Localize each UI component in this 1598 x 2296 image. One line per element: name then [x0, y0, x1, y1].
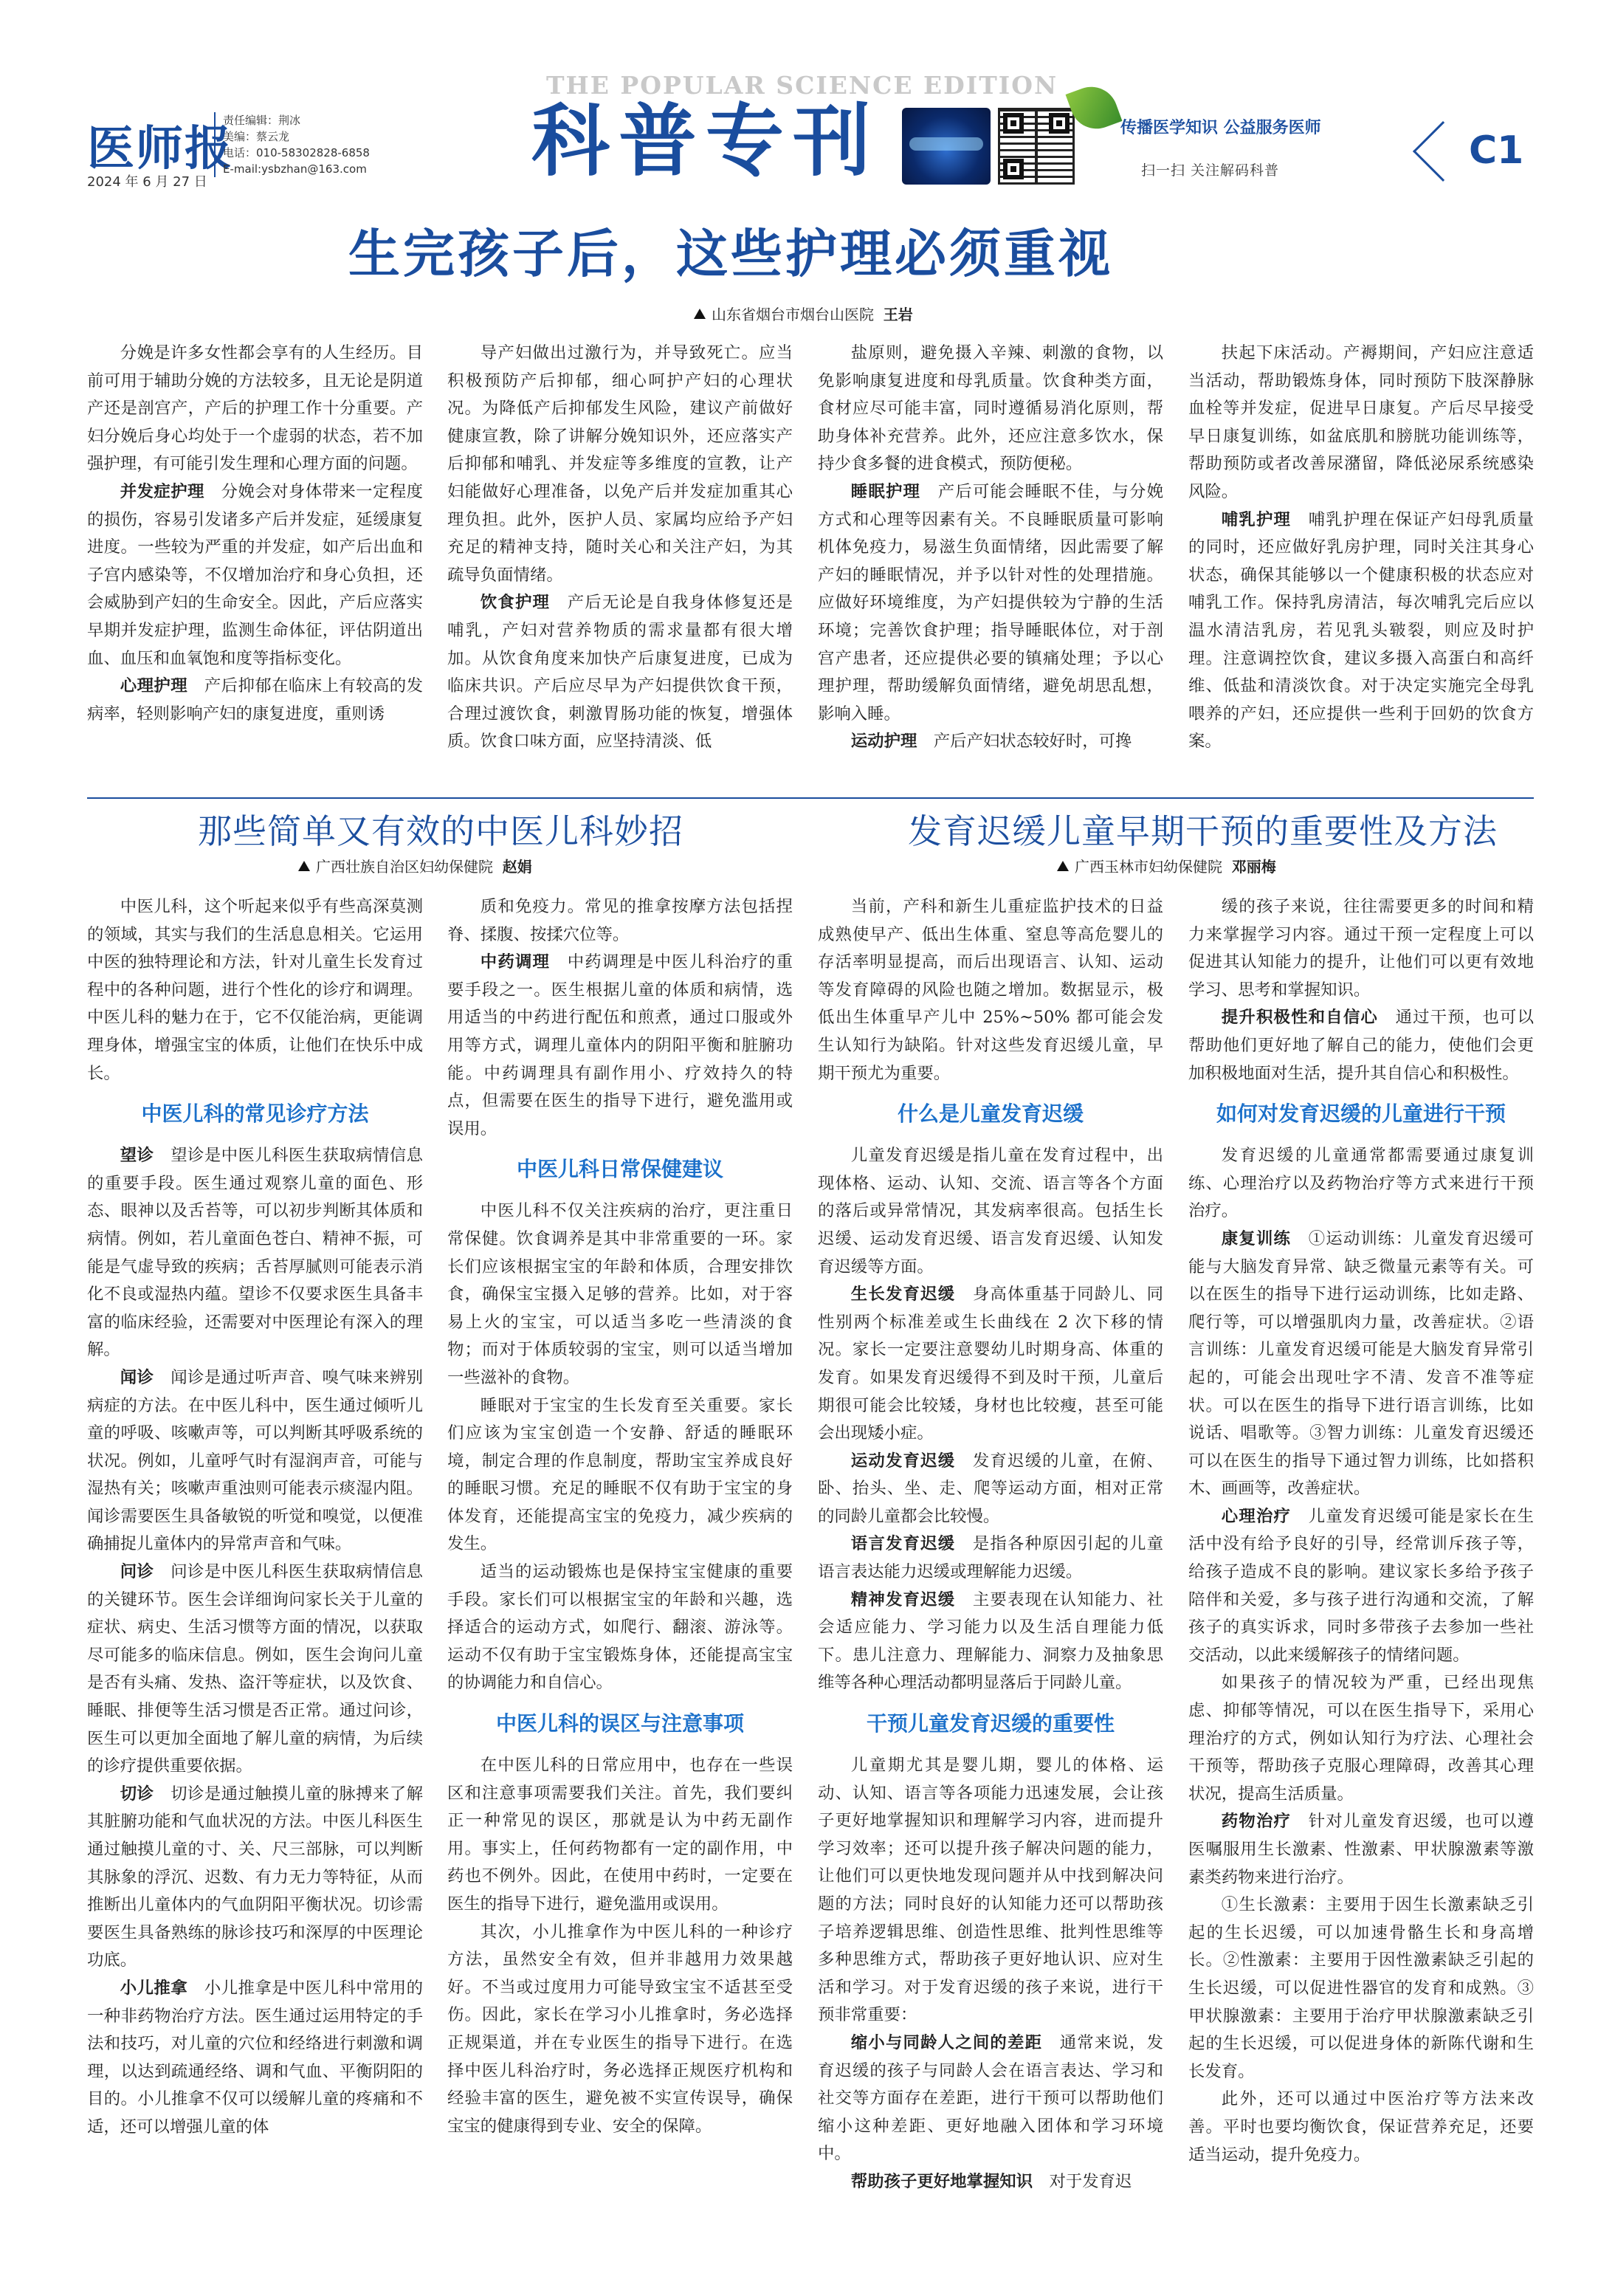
- qr-code-icon: [998, 108, 1075, 185]
- qr-finder-icon: [1003, 113, 1024, 134]
- english-edition-title: THE POPULAR SCIENCE EDITION: [546, 71, 1058, 100]
- paragraph-lead: 切诊: [120, 1784, 154, 1804]
- email-line: E-mail:ysbzhan@163.com: [223, 162, 367, 176]
- paragraph-text: 切诊是通过触摸儿童的脉搏来了解其脏腑功能和气血状况的方法。中医儿科医生通过触摸儿童的寸、关、尺三部脉，可以判断其脉象的浮沉、迟数、有力无力等特征，从而推断出儿童体内的气血阴阳平衡状况。切诊需要医生具备熟练的脉诊技巧和深厚的中医理论功底。: [87, 1784, 423, 1970]
- paragraph: [818, 478, 1163, 728]
- paragraph-lead: 问诊: [120, 1562, 154, 1582]
- article1-column-2: [447, 340, 793, 790]
- section-heading: 中医儿科的常见诊疗方法: [141, 1101, 369, 1127]
- paragraph: [818, 1530, 1163, 1586]
- paragraph-lead: 望诊: [120, 1146, 154, 1166]
- paragraph: [818, 728, 1163, 756]
- paragraph: [87, 1558, 423, 1781]
- paragraph-text: 儿童期尤其是婴儿期，婴儿的体格、运动、认知、语言等各项能力迅速发展，会让孩子更好地掌握知识和理解学习内容，进而提升学习效率；还可以提升孩子解决问题的能力，让他们可以更快地发现问题并从中找到解决问题的方法；同时良好的认知能力还可以帮助孩子培养逻辑思维、创造性思维、批判性思维等多种思维方式，帮助孩子更好地认识、应对生活和学习。对于发育迟缓的孩子来说，进行干预非常重要：: [818, 1756, 1163, 2025]
- article2-column-2: [447, 893, 793, 2244]
- paragraph: [447, 340, 793, 589]
- paragraph: [447, 1558, 793, 1697]
- paragraph: [818, 340, 1163, 478]
- paragraph: [1188, 893, 1534, 1004]
- byline-author: 王岩: [883, 306, 913, 323]
- article1-column-4: [1188, 340, 1534, 790]
- page-number: C1: [1469, 128, 1524, 173]
- article3-column-1: [818, 893, 1163, 2244]
- section-heading: 中医儿科的误区与注意事项: [495, 1711, 744, 1736]
- paragraph-text: 哺乳护理在保证产妇母乳质量的同时，还应做好乳房护理，同时关注其身心状态，确保其能够以一个健康积极的状态应对哺乳工作。保持乳房清洁，每次哺乳完后应以温水清洁乳房，若见乳头皲裂，则应及时护理。注意调控饮食，建议多摄入高蛋白和高纤维、低盐和清淡饮食。对于决定实施完全母乳喂养的产妇，还应提供一些利于回奶的饮食方案。: [1188, 509, 1534, 752]
- paragraph-text: 如果孩子的情况较为严重，已经出现焦虑、抑郁等情况，可以在医生指导下，采用心理治疗的方式，例如认知行为疗法、心理社会干预等，帮助孩子克服心理障碍，改善其心理状况，提高生活质量。: [1188, 1673, 1534, 1804]
- paragraph: [818, 2029, 1163, 2168]
- paragraph: [87, 478, 423, 673]
- paragraph-text: 分娩会对身体带来一定程度的损伤，容易引发诸多产后并发症，延缓康复进度。一些较为严重的并发症，如产后出血和子宫内感染等，不仅增加治疗和身心负担，还会威胁到产妇的生命安全。因此，产后应落实早期并发症护理，监测生命体征，评估阴道出血、血压和血氧饱和度等指标变化。: [87, 481, 423, 668]
- phone-line: 电话：010-58302828-6858: [223, 146, 370, 159]
- promo-image: [902, 108, 991, 185]
- paragraph-lead: 语言发育迟缓: [850, 1534, 956, 1554]
- article3-column-2: [1188, 893, 1534, 2244]
- paragraph: [818, 1142, 1163, 1281]
- paragraph: [447, 1752, 793, 1919]
- paragraph-lead: 提升积极性和自信心: [1221, 1008, 1378, 1028]
- paragraph: [447, 1392, 793, 1559]
- paragraph-lead: 生长发育迟缓: [850, 1285, 956, 1305]
- section-heading: 如何对发育迟缓的儿童进行干预: [1216, 1101, 1506, 1127]
- article1-column-3: [818, 340, 1163, 790]
- qr-finder-icon: [1049, 113, 1070, 134]
- byline-org: 广西壮族自治区妇幼保健院: [316, 858, 493, 876]
- section-divider: [87, 797, 1534, 799]
- paragraph: [447, 1197, 793, 1392]
- paragraph: [447, 949, 793, 1143]
- art-editor-line: 美编：蔡云龙: [223, 130, 290, 143]
- byline-org: 山东省烟台市烟台山医院: [712, 306, 874, 323]
- paragraph: [818, 2168, 1163, 2196]
- article3-byline: [1057, 855, 1276, 876]
- paragraph-text: 主要表现在认知能力、社会适应能力、学习能力以及生活自理能力低下。患儿注意力、理解能力、洞察力及抽象思维等各种心理活动都明显落后于同龄儿童。: [818, 1589, 1163, 1693]
- paragraph-text: 儿童发育迟缓可能是家长在生活中没有给予良好的引导，经常训斥孩子等，给孩子造成不良的影响。建议家长多给予孩子陪伴和关爱，多与孩子进行沟通和交流，了解孩子的真实诉求，同时多带孩子去参加一些社交活动，以此来缓解孩子的情绪问题。: [1188, 1506, 1534, 1665]
- paragraph-lead: 帮助孩子更好地掌握知识: [850, 2171, 1033, 2191]
- paragraph: [87, 673, 423, 728]
- paragraph: [1188, 340, 1534, 506]
- paragraph-lead: 并发症护理: [120, 481, 204, 501]
- paragraph-text: 针对儿童发育迟缓，也可以遵医嘱服用生长激素、性激素、甲状腺激素等激素类药物来进行治疗。: [1188, 1812, 1534, 1887]
- newspaper-logo: 医师报: [87, 122, 233, 176]
- editor-line: 责任编辑：荆冰: [223, 114, 301, 127]
- paragraph-text: 盐原则，避免摄入辛辣、刺激的食物，以免影响康复进度和母乳质量。饮食种类方面，食材应尽可能丰富，同时遵循易消化原则，帮助身体补充营养。此外，还应注意多饮水，保持少食多餐的进食模式，预防便秘。: [818, 343, 1163, 474]
- paragraph: [1188, 1891, 1534, 2086]
- byline-author: 邓丽梅: [1231, 858, 1276, 876]
- paragraph-text: 身高体重基于同龄儿、同性别两个标准差或生长曲线在 2 次下移的情况。家长一定要注意婴幼儿时期身高、体重的发育。如果发育迟缓得不到及时干预，儿童后期很可能会比较矮，身材也比较瘦，甚至可能会出现矮小症。: [818, 1285, 1163, 1443]
- paragraph-text: 此外，还可以通过中医治疗等方法来改善。平时也要均衡饮食，保证营养充足，还要适当运动，提升免疫力。: [1188, 2089, 1534, 2165]
- paragraph: [818, 1752, 1163, 2029]
- paragraph-text: 儿童发育迟缓是指儿童在发育过程中，出现体格、运动、认知、交流、语言等各个方面的落后或异常情况，其发病率很高。包括生长迟缓、运动发育迟缓、语言发育迟缓、认知发育迟缓等方面。: [818, 1146, 1163, 1276]
- paragraph-text: 产后可能会睡眠不佳，与分娩方式和心理等因素有关。不良睡眠质量可影响机体免疫力，易滋生负面情绪，因此需要了解产妇的睡眠情况，并予以针对性的处理措施。应做好环境维度，为产妇提供较为宁静的生活环境；完善饮食护理；指导睡眠体位，对于剖宫产患者，还应提供必要的镇痛处理；予以心理护理，帮助缓解负面情绪，避免胡思乱想，影响入睡。: [818, 481, 1163, 723]
- article3-title: 发育迟缓儿童早期干预的重要性及方法: [908, 811, 1498, 851]
- paragraph-text: 发育迟缓的儿童通常都需要通过康复训练、心理治疗以及药物治疗等方式来进行干预治疗。: [1188, 1146, 1534, 1221]
- paragraph: [818, 893, 1163, 1087]
- paragraph-lead: 中药调理: [480, 952, 551, 972]
- article2-title: 那些简单又有效的中医儿科妙招: [198, 811, 683, 851]
- paragraph-text: 其次，小儿推拿作为中医儿科的一种诊疗方法，虽然安全有效，但并非越用力效果越好。不当或过度用力可能导致宝宝不适甚至受伤。因此，家长在学习小儿推拿时，务必选择正规渠道，并在专业医生的指导下进行。在选择中医儿科治疗时，务必选择正规医疗机构和经验丰富的医生，避免被不实宣传误导，确保宝宝的健康得到专业、安全的保障。: [447, 1922, 793, 2136]
- paragraph: [87, 1142, 423, 1364]
- paragraph: [1188, 506, 1534, 756]
- paragraph-text: 缓的孩子来说，往往需要更多的时间和精力来掌握学习内容。通过干预一定程度上可以促进其认知能力的提升，让他们可以更有效地学习、思考和掌握知识。: [1188, 897, 1534, 1000]
- paragraph-text: 是指各种原因引起的儿童语言表达能力迟缓或理解能力迟缓。: [818, 1534, 1163, 1582]
- paragraph-text: 中药调理是中医儿科治疗的重要手段之一。医生根据儿童的体质和病情，选用适当的中药进行配伍和煎煮，通过口服或外用等方式，调理儿童体内的阴阳平衡和脏腑功能。中药调理具有副作用小、疗效持久的特点，但需要在医生的指导下进行，避免滥用或误用。: [447, 952, 793, 1138]
- paragraph-lead: 缩小与同龄人之间的差距: [850, 2032, 1043, 2052]
- paragraph-lead: 心理护理: [120, 676, 188, 696]
- paragraph-text: 问诊是中医儿科医生获取病情信息的关键环节。医生会详细询问家长关于儿童的症状、病史、生活习惯等方面的情况，以获取尽可能多的临床信息。例如，医生会询问儿童是否有头痛、发热、盗汗等症状，以及饮食、睡眠、排便等生活习惯是否正常。通过问诊，医生可以更加全面地了解儿童的病情，为后续的诊疗提供重要依据。: [87, 1562, 423, 1776]
- article1-title: 生完孩子后，这些护理必须重视: [348, 224, 1113, 284]
- paragraph-lead: 睡眠护理: [850, 481, 921, 501]
- paragraph-text: 产后无论是自我身体修复还是哺乳，产妇对营养物质的需求量都有很大增加。从饮食角度来加快产后康复进度，已成为临床共识。产后应尽早为产妇提供饮食干预，合理过渡饮食，刺激胃肠功能的恢复，增强体质。饮食口味方面，应坚持清淡、低: [447, 593, 793, 752]
- paragraph: [1188, 2086, 1534, 2169]
- paragraph-text: 望诊是中医儿科医生获取病情信息的重要手段。医生通过观察儿童的面色、形态、眼神以及舌苔等，可以初步判断其体质和病情。例如，若儿童面色苍白、精神不振，可能是气虚导致的疾病；舌苔厚腻则可能表示消化不良或湿热内蕴。望诊不仅要求医生具备丰富的临床经验，还需要对中医理论有深入的理解。: [87, 1146, 423, 1360]
- paragraph-text: 适当的运动锻炼也是保持宝宝健康的重要手段。家长们可以根据宝宝的年龄和兴趣，选择适合的运动方式，如爬行、翻滚、游泳等。运动不仅有助于宝宝锻炼身体，还能提高宝宝的协调能力和自信心。: [447, 1562, 793, 1693]
- chevron-left-icon: [1413, 121, 1473, 182]
- paragraph: [818, 1448, 1163, 1531]
- section-heading: 什么是儿童发育迟缓: [897, 1101, 1084, 1127]
- paragraph: [447, 1919, 793, 2141]
- paragraph: [818, 1587, 1163, 1697]
- paragraph-text: 产后抑郁在临床上有较高的发病率，轻则影响产妇的康复进度，重则诱: [87, 676, 423, 723]
- triangle-icon: [298, 861, 310, 871]
- paragraph-text: 产后产妇状态较好时，可搀: [933, 732, 1132, 752]
- publication-date: 2024 年 6 月 27 日: [87, 174, 207, 190]
- paragraph-text: 睡眠对于宝宝的生长发育至关重要。家长们应该为宝宝创造一个安静、舒适的睡眠环境，制定合理的作息制度，帮助宝宝养成良好的睡眠习惯。充足的睡眠不仅有助于宝宝的身体发育，还能提高宝宝的免疫力，减少疾病的发生。: [447, 1395, 793, 1554]
- article2-byline: [298, 855, 532, 876]
- paragraph-text: 在中医儿科的日常应用中，也存在一些误区和注意事项需要我们关注。首先，我们要纠正一种常见的误区，那就是认为中药无副作用。事实上，任何药物都有一定的副作用，中药也不例外。因此，在使用中药时，一定要在医生的指导下进行，避免滥用或误用。: [447, 1756, 793, 1914]
- paragraph: [447, 893, 793, 949]
- qr-finder-icon: [1003, 159, 1024, 179]
- article1-byline: [694, 303, 913, 324]
- byline-org: 广西玉林市妇幼保健院: [1075, 858, 1222, 876]
- paragraph-text: 对于发育迟: [1049, 2171, 1132, 2191]
- paragraph-lead: 药物治疗: [1221, 1812, 1292, 1832]
- paragraph: [1188, 1226, 1534, 1503]
- paragraph: [87, 1975, 423, 2142]
- paragraph: [447, 589, 793, 756]
- paragraph-text: 分娩是许多女性都会享有的人生经历。目前可用于辅助分娩的方法较多，且无论是阴道产还是剖宫产，产后的护理工作十分重要。产妇分娩后身心均处于一个虚弱的状态，若不加强护理，有可能引发生理和心理方面的问题。: [87, 343, 423, 474]
- byline-author: 赵娟: [502, 858, 532, 876]
- paragraph-lead: 心理治疗: [1221, 1506, 1292, 1526]
- paragraph-text: 中医儿科，这个听起来似乎有些高深莫测的领域，其实与我们的生活息息相关。它运用中医的独特理论和方法，针对儿童生长发育过程中的各种问题，进行个性化的诊疗和调理。中医儿科的魅力在于，它不仅能治病，更能调理身体，增强宝宝的体质，让他们在快乐中成长。: [87, 897, 423, 1083]
- paragraph: [87, 340, 423, 478]
- paragraph-text: 小儿推拿是中医儿科中常用的一种非药物治疗方法。医生通过运用特定的手法和技巧，对儿童的穴位和经络进行刺激和调理，以达到疏通经络、调和气血、平衡阴阳的目的。小儿推拿不仅可以缓解儿童的疼痛和不适，还可以增强儿童的体: [87, 1978, 423, 2137]
- paragraph: [87, 1364, 423, 1558]
- paragraph-text: ①运动训练：儿童发育迟缓可能与大脑发育异常、缺乏微量元素等有关。可以在医生的指导下进行运动训练，比如走路、爬行等，可以增强肌肉力量，改善症状。②语言训练：儿童发育迟缓可能是大脑发育异常引起的，可能会出现吐字不清、发音不准等症状。可以在医生的指导下进行语言训练，比如说话、唱歌等。③智力训练：儿童发育迟缓还可以在医生的指导下通过智力训练，比如搭积木、画画等，改善症状。: [1188, 1228, 1534, 1499]
- paragraph-lead: 运动护理: [850, 732, 917, 752]
- paragraph-text: ①生长激素：主要用于因生长激素缺乏引起的生长迟缓，可以加速骨骼生长和身高增长。②性激素：主要用于因性激素缺乏引起的生长迟缓，可以促进性器官的发育和成熟。③甲状腺激素：主要用于治疗甲状腺激素缺乏引起的生长迟缓，可以促进身体的新陈代谢和生长发育。: [1188, 1895, 1534, 2081]
- editor-info: [214, 112, 428, 177]
- scan-prompt: 扫一扫 关注解码科普: [1141, 162, 1280, 179]
- masthead: [0, 0, 1598, 199]
- paragraph-text: 导产妇做出过激行为，并导致死亡。应当积极预防产后抑郁，细心呵护产妇的心理状况。为降低产后抑郁发生风险，建议产前做好健康宣教，除了讲解分娩知识外，还应落实产后抑郁和哺乳、并发症等多维度的宣教，让产妇能做好心理准备，以免产后并发症加重其心理负担。此外，医护人员、家属均应给予产妇充足的精神支持，随时关心和关注产妇，为其疏导负面情绪。: [447, 343, 793, 585]
- paragraph-lead: 饮食护理: [480, 593, 551, 613]
- paragraph: [1188, 1503, 1534, 1670]
- paragraph-lead: 哺乳护理: [1221, 509, 1292, 529]
- paragraph-lead: 闻诊: [120, 1367, 154, 1387]
- paragraph-text: 通常来说，发育迟缓的孩子与同龄人会在语言表达、学习和社交等方面存在差距，进行干预可以帮助他们缩小这种差距、更好地融入团体和学习环境中。: [818, 2032, 1163, 2164]
- paragraph-text: 当前，产科和新生儿重症监护技术的日益成熟使早产、低出生体重、窒息等高危婴儿的存活率明显提高，而后出现语言、认知、运动等发育障碍的风险也随之增加。数据显示，极低出生体重早产儿中 25%~50% 都可能会发生认知行为缺陷。针对这些发育迟缓儿童，早期干预尤为重要。: [818, 897, 1163, 1083]
- paragraph-text: 通过干预，也可以帮助他们更好地了解自己的能力，使他们会更加积极地面对生活，提升其自信心和积极性。: [1188, 1008, 1534, 1083]
- paragraph-text: 发育迟缓的儿童，在俯、卧、抬头、坐、走、爬等运动方面，相对正常的同龄儿童都会比较慢。: [818, 1451, 1163, 1526]
- paragraph: [1188, 1004, 1534, 1087]
- paragraph: [1188, 1808, 1534, 1891]
- paragraph-text: 中医儿科不仅关注疾病的治疗，更注重日常保健。饮食调养是其中非常重要的一环。家长们应该根据宝宝的年龄和体质，合理安排饮食，确保宝宝摄入足够的营养。比如，对于容易上火的宝宝，可以适当多吃一些清淡的食物；而对于体质较弱的宝宝，则可以适当增加一些滋补的食物。: [447, 1201, 793, 1387]
- article1-column-1: [87, 340, 423, 790]
- paragraph-lead: 康复训练: [1221, 1228, 1292, 1248]
- paragraph-lead: 运动发育迟缓: [850, 1451, 956, 1471]
- paragraph: [87, 1781, 423, 1975]
- section-heading: 干预儿童发育迟缓的重要性: [866, 1711, 1115, 1736]
- triangle-icon: [694, 309, 706, 319]
- paragraph: [1188, 1669, 1534, 1808]
- paragraph: [1188, 1142, 1534, 1226]
- paragraph-text: 质和免疫力。常见的推拿按摩方法包括捏脊、揉腹、按揉穴位等。: [447, 897, 793, 944]
- slogan: 传播医学知识 公益服务医师: [1120, 119, 1321, 137]
- section-heading: 中医儿科日常保健建议: [516, 1157, 723, 1182]
- paragraph-text: 闻诊是通过听声音、嗅气味来辨别病症的方法。在中医儿科中，医生通过倾听儿童的呼吸、咳嗽声等，可以判断其呼吸系统的状况。例如，儿童呼气时有湿润声音，可能与湿热有关；咳嗽声重浊则可能表示痰湿内阻。闻诊需要医生具备敏锐的听觉和嗅觉，以便准确捕捉儿童体内的异常声音和气味。: [87, 1367, 423, 1554]
- paragraph-lead: 精神发育迟缓: [850, 1589, 956, 1609]
- paragraph-text: 扶起下床活动。产褥期间，产妇应注意适当活动，帮助锻炼身体，同时预防下肢深静脉血栓等并发症，促进早日康复。产后尽早接受早日康复训练，如盆底肌和膀胱功能训练等，帮助预防或者改善尿潴留，降低泌尿系统感染风险。: [1188, 343, 1534, 501]
- triangle-icon: [1057, 861, 1069, 871]
- paragraph-lead: 小儿推拿: [120, 1978, 188, 1998]
- article2-column-1: [87, 893, 423, 2244]
- edition-title: 科普专刊: [531, 96, 880, 187]
- paragraph: [818, 1281, 1163, 1448]
- paragraph: [87, 893, 423, 1087]
